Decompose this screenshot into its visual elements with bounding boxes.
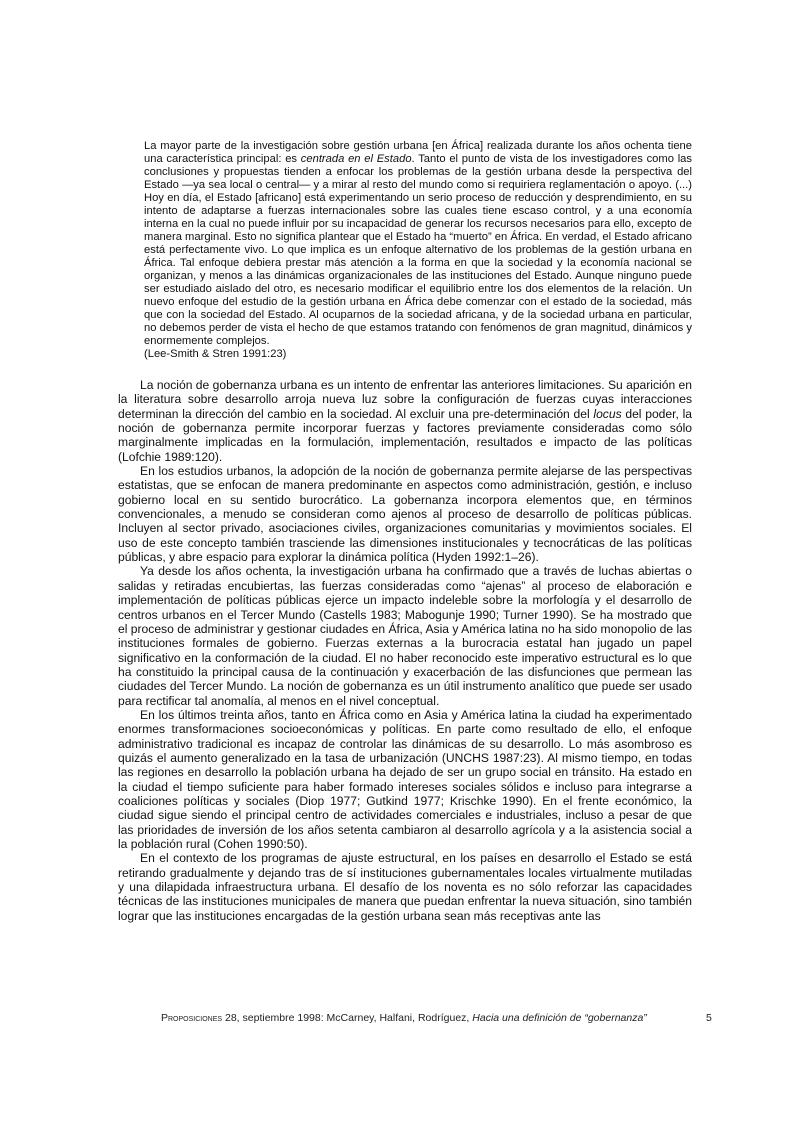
quote-text-part2: . Tanto el punto de vista de los investigadores como las conclusiones y propuestas tienden a enfocar los problemas de la gestión urbana desde la perspectiva del Estado —ya sea local o central— y a mirar al resto del mundo como si requiriera reglamentación o apoyo. (...) Hoy en día, el Estado [africano] está experimentando un serio proceso de reducción y desprendimiento, en su intento de adaptarse a fuerzas internacionales sobre las cuales tiene escaso control, y a una economía interna en la cual no puede influir por su incapacidad de generar los recursos necesarios para ello, excepto de manera marginal. Esto no significa plantear que el Estado ha “muerto” en África. En verdad, el Estado africano está perfectamente vivo. Lo que implica es un enfoque alternativo de los problemas de la gestión urbana en África. Tal enfoque debiera prestar más atención a la forma en que la sociedad y la economía nacional se organizan, y menos a las dinámicas organizacionales de las instituciones del Estado. Aunque ninguno puede ser estudiado aislado del otro, es necesario modificar el equilibrio entre los dos elementos de la relación. Un nuevo enfoque del estudio de la gestión urbana en África debe comenzar con el estado de la sociedad, más que con la sociedad del Estado. Al ocuparnos de la sociedad africana, y de la sociedad urbana en particular, no debemos perder de vista el hecho de que estamos tratando con fenómenos de gran magnitud, dinámicos y enormemente complejos. [144,153,692,347]
paragraph-1 [118,378,692,464]
page-number: 5 [706,1012,712,1024]
quote-text-part1: La mayor parte de la investigación sobre gestión urbana [en África] realizada durante los años ochenta tiene una característica principal: es [144,140,692,165]
footer-journal: Proposiciones [161,1012,223,1024]
paragraph-1-emphasis: locus [593,406,622,421]
page-footer [161,1012,712,1024]
paragraph-3: Ya desde los años ochenta, la investigación urbana ha confirmado que a través de luchas abiertas o salidas y retiradas encubiertas, las fuerzas consideradas como “ajenas” al proceso de elaboración e implementación de políticas públicas ejerce un impacto indeleble sobre la morfología y el desarrollo de centros urbanos en el Tercer Mundo (Castells 1983; Mabogunje 1990; Turner 1990). Se ha mostrado que el proceso de administrar y gestionar ciudades en África, Asia y América latina no ha sido monopolio de las instituciones formales de gobierno. Fuerzas externas a la burocracia estatal han jugado un papel significativo en la conformación de la ciudad. El no haber reconocido este imperativo estructural es lo que ha constituido la principal causa de la continuación y exacerbación de las disfunciones que permean las ciudades del Tercer Mundo. La noción de gobernanza es un útil instrumento analítico que puede ser usado para rectificar tal anomalía, al menos en el nivel conceptual. [118,564,692,708]
paragraph-5: En el contexto de los programas de ajuste estructural, en los países en desarrollo el Estado se está retirando gradualmente y dejando tras de sí instituciones gubernamentales locales virtualmente mutiladas y una dilapidada infraestructura urbana. El desafío de los noventa es no sólo reforzar las capacidades técnicas de las instituciones municipales de manera que puedan enfrentar la nueva situación, sino también lograr que las instituciones encargadas de la gestión urbana sean más receptivas ante las [118,851,692,923]
paragraph-2: En los estudios urbanos, la adopción de la noción de gobernanza permite alejarse de las perspectivas estatistas, que se enfocan de manera predominante en aspectos como administración, gestión, e incluso gobierno local en su sentido burocrático. La gobernanza incorpora elementos que, en términos convencionales, a menudo se consideran como ajenos al proceso de desarrollo de políticas públicas. Incluyen al sector privado, asociaciones civiles, organizaciones comunitarias y movimientos sociales. El uso de este concepto también trasciende las dimensiones institucionales y tecnocráticas de las políticas públicas, y abre espacio para explorar la dinámica política (Hyden 1992:1–26). [118,464,692,565]
body-text [118,378,692,923]
footer-issue: 28, septiembre 1998: McCarney, Halfani, Rodríguez, [222,1012,473,1024]
paragraph-1-text-b: del poder, la noción de gobernanza permite incorporar fuerzas y factores previamente consideradas como sólo marginalmente implicadas en la formulación, implementación, resultados e impacto de las políticas (Lofchie 1989:120). [118,406,692,464]
quote-emphasis: centrada en el Estado [300,153,412,165]
footer-article-title: Hacia una definición de “gobernanza” [472,1012,647,1024]
paragraph-4: En los últimos treinta años, tanto en África como en Asia y América latina la ciudad ha experimentado enormes transformaciones socioeconómicas y políticas. En parte como resultado de ello, el enfoque administrativo tradicional es incapaz de controlar las dinámicas de su desarrollo. Lo más asombroso es quizás el aumento generalizado en la tasa de urbanización (UNCHS 1987:23). Al mismo tiempo, en todas las regiones en desarrollo la población urbana ha dejado de ser un grupo social en tránsito. Ha estado en la ciudad el tiempo suficiente para haber formado intereses sociales sólidos e incluso para integrarse a coaliciones políticas y sociales (Diop 1977; Gutkind 1977; Krischke 1990). En el frente económico, la ciudad sigue siendo el principal centro de actividades comerciales e industriales, incluso a pesar de que las prioridades de inversión de los años setenta cambiaron al desarrollo agrícola y a la asistencia social a la población rural (Cohen 1990:50). [118,707,692,851]
block-quote [144,140,692,361]
paragraph-1-text-a: La noción de gobernanza urbana es un intento de enfrentar las anteriores limitaciones. Su aparición en la literatura sobre desarrollo arroja nueva luz sobre la configuración de fuerzas cuyas interacciones determinan la dirección del cambio en la sociedad. Al excluir una pre-determinación del [118,378,692,421]
quote-citation: (Lee-Smith & Stren 1991:23) [144,348,287,360]
